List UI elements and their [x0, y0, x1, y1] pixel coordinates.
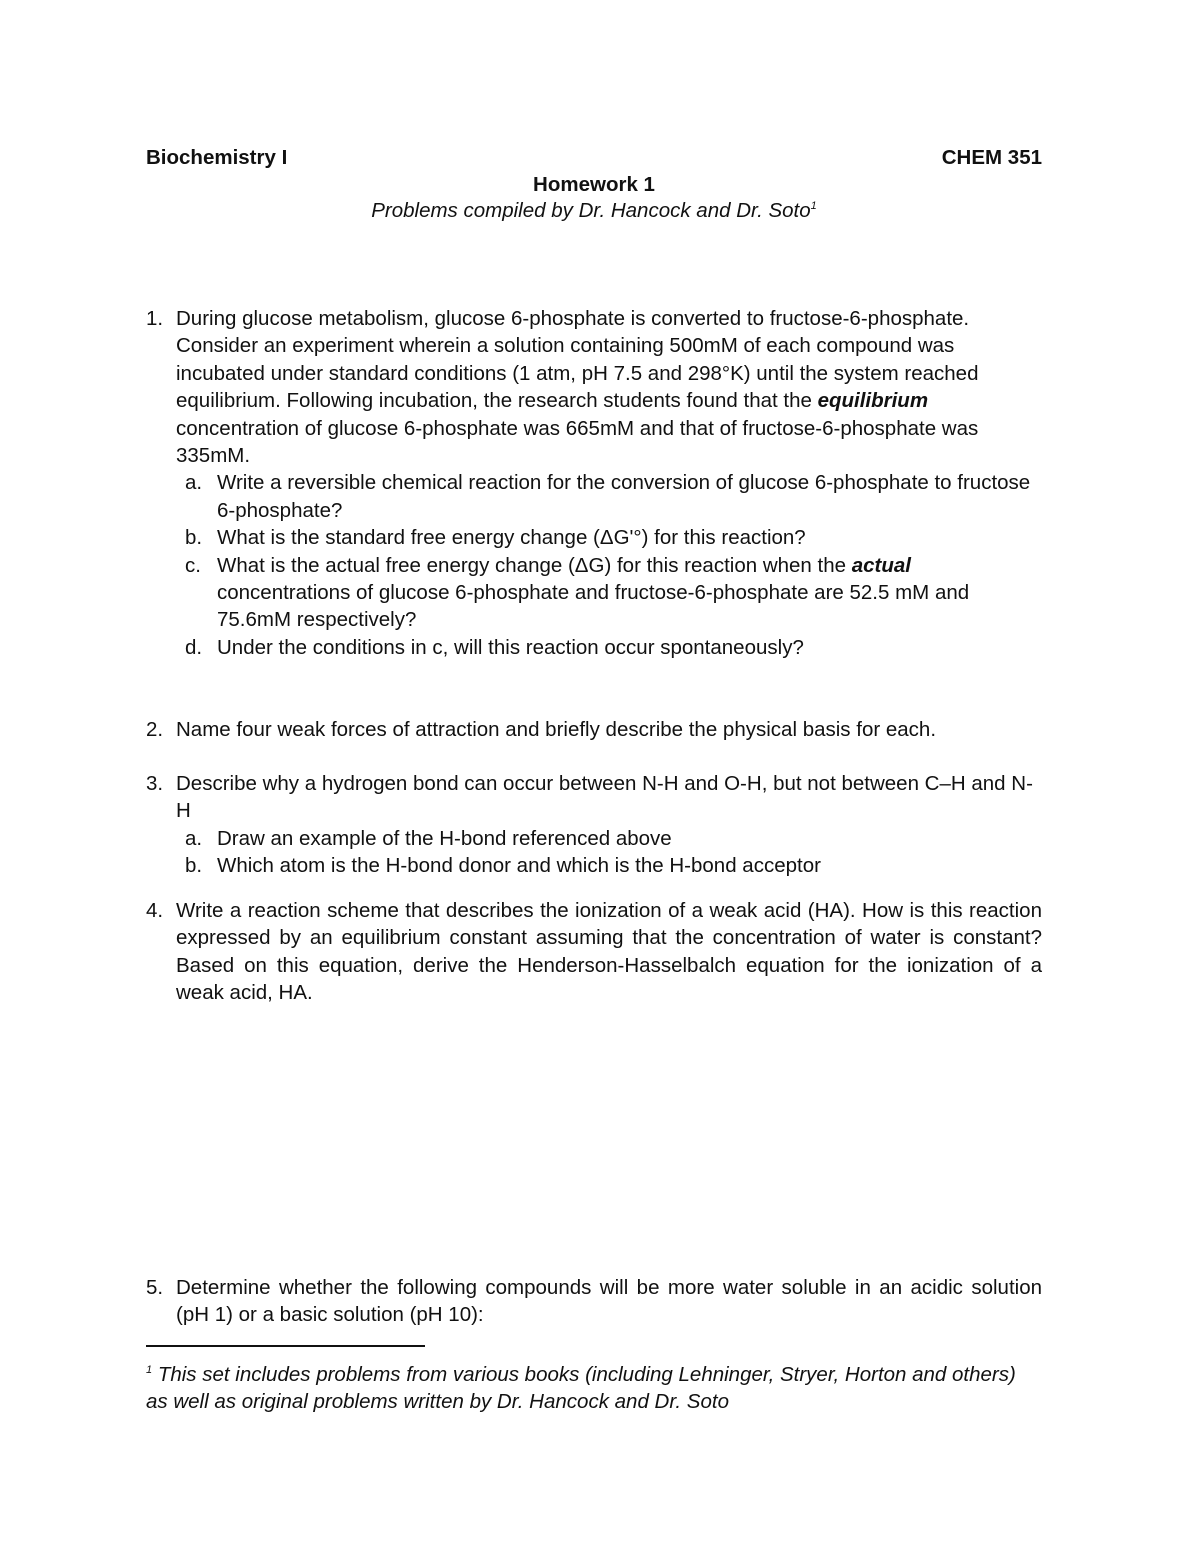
subquestion-list	[146, 825, 1042, 880]
emphasized-word: actual	[851, 553, 911, 577]
subquestion-letter: a.	[185, 471, 203, 495]
subquestion-b	[146, 524, 1042, 551]
subquestion-list	[146, 469, 1042, 661]
problem-1	[146, 305, 1042, 661]
subquestion-letter: d.	[185, 635, 203, 659]
problem-text-part: During glucose metabolism, glucose 6-phosphate is converted to fructose-6-phosphate. Consider an experiment wherein a solution containing 500mM of each compound was incubated under standard conditions (1 atm, pH 7.5 and 298°K) until the system reached equilibrium. Following incubation, the research students found that the	[176, 307, 979, 413]
subquestion-text: What is the standard free energy change (ΔG'°) for this reaction?	[217, 526, 806, 550]
subquestion-letter: a.	[185, 826, 203, 850]
subquestion-text: Draw an example of the H-bond referenced above	[217, 826, 672, 850]
problem-number: 4.	[146, 899, 164, 922]
subquestion-letter: b.	[185, 854, 203, 878]
subquestion-c	[146, 552, 1042, 634]
problem-text: Describe why a hydrogen bond can occur between N-H and O-H, but not between C–H and N-H	[176, 772, 1033, 823]
problem-4	[146, 897, 1042, 1007]
subquestion-text: Write a reversible chemical reaction for the conversion of glucose 6-phosphate to fructose 6-phosphate?	[217, 471, 1031, 522]
problem-text: Name four weak forces of attraction and briefly describe the physical basis for each.	[176, 718, 937, 741]
page-title: Homework 1	[533, 173, 655, 196]
subquestion-letter: c.	[185, 553, 201, 577]
problem-2	[146, 716, 1042, 743]
subquestion-text-part: concentrations of glucose 6-phosphate and fructose-6-phosphate are 52.5 mM and 75.6mM respectively?	[217, 581, 970, 632]
course-name: Biochemistry I	[146, 146, 288, 169]
subquestion-a	[146, 825, 1042, 852]
problem-text-part: concentration of glucose 6-phosphate was 665mM and that of fructose-6-phosphate was 335mM.	[176, 416, 979, 468]
problem-number: 3.	[146, 772, 164, 795]
problem-number: 1.	[146, 307, 164, 330]
footnote-text: This set includes problems from various books (including Lehninger, Stryer, Horton and others) as well as original problems written by Dr. Hancock and Dr. Soto	[146, 1363, 1016, 1414]
emphasized-word: equilibrium	[817, 389, 929, 413]
footnote	[146, 1361, 1042, 1416]
page-subtitle	[146, 197, 1042, 224]
course-code: CHEM 351	[941, 146, 1042, 169]
footnote-mark: 1	[146, 1364, 153, 1376]
subquestion-b	[146, 852, 1042, 879]
subquestion-a	[146, 469, 1042, 524]
footnote-reference: 1	[810, 200, 817, 212]
problem-number: 5.	[146, 1276, 164, 1299]
subquestion-text	[217, 554, 969, 632]
subtitle-text: Problems compiled by Dr. Hancock and Dr. Soto	[371, 199, 811, 222]
subquestion-d	[146, 634, 1042, 661]
footnote-divider	[146, 1345, 425, 1347]
subquestion-text: Which atom is the H-bond donor and which is the H-bond acceptor	[217, 854, 821, 878]
subquestion-letter: b.	[185, 526, 203, 550]
problem-number: 2.	[146, 718, 164, 741]
problem-text	[176, 305, 1042, 469]
problem-5	[146, 1274, 1042, 1329]
problem-text: Determine whether the following compounds will be more water soluble in an acidic solution (pH 1) or a basic solution (pH 10):	[176, 1276, 1042, 1327]
subquestion-text-part: What is the actual free energy change (ΔG) for this reaction when the	[217, 553, 852, 577]
problem-3	[146, 770, 1042, 880]
problem-text: Write a reaction scheme that describes the ionization of a weak acid (HA). How is this reaction expressed by an equilibrium constant assuming that the concentration of water is constant? Based on this equation, derive the Henderson-Hasselbalch equation for the ionization of a weak acid, HA.	[176, 899, 1042, 1005]
subquestion-text: Under the conditions in c, will this reaction occur spontaneously?	[217, 635, 804, 659]
